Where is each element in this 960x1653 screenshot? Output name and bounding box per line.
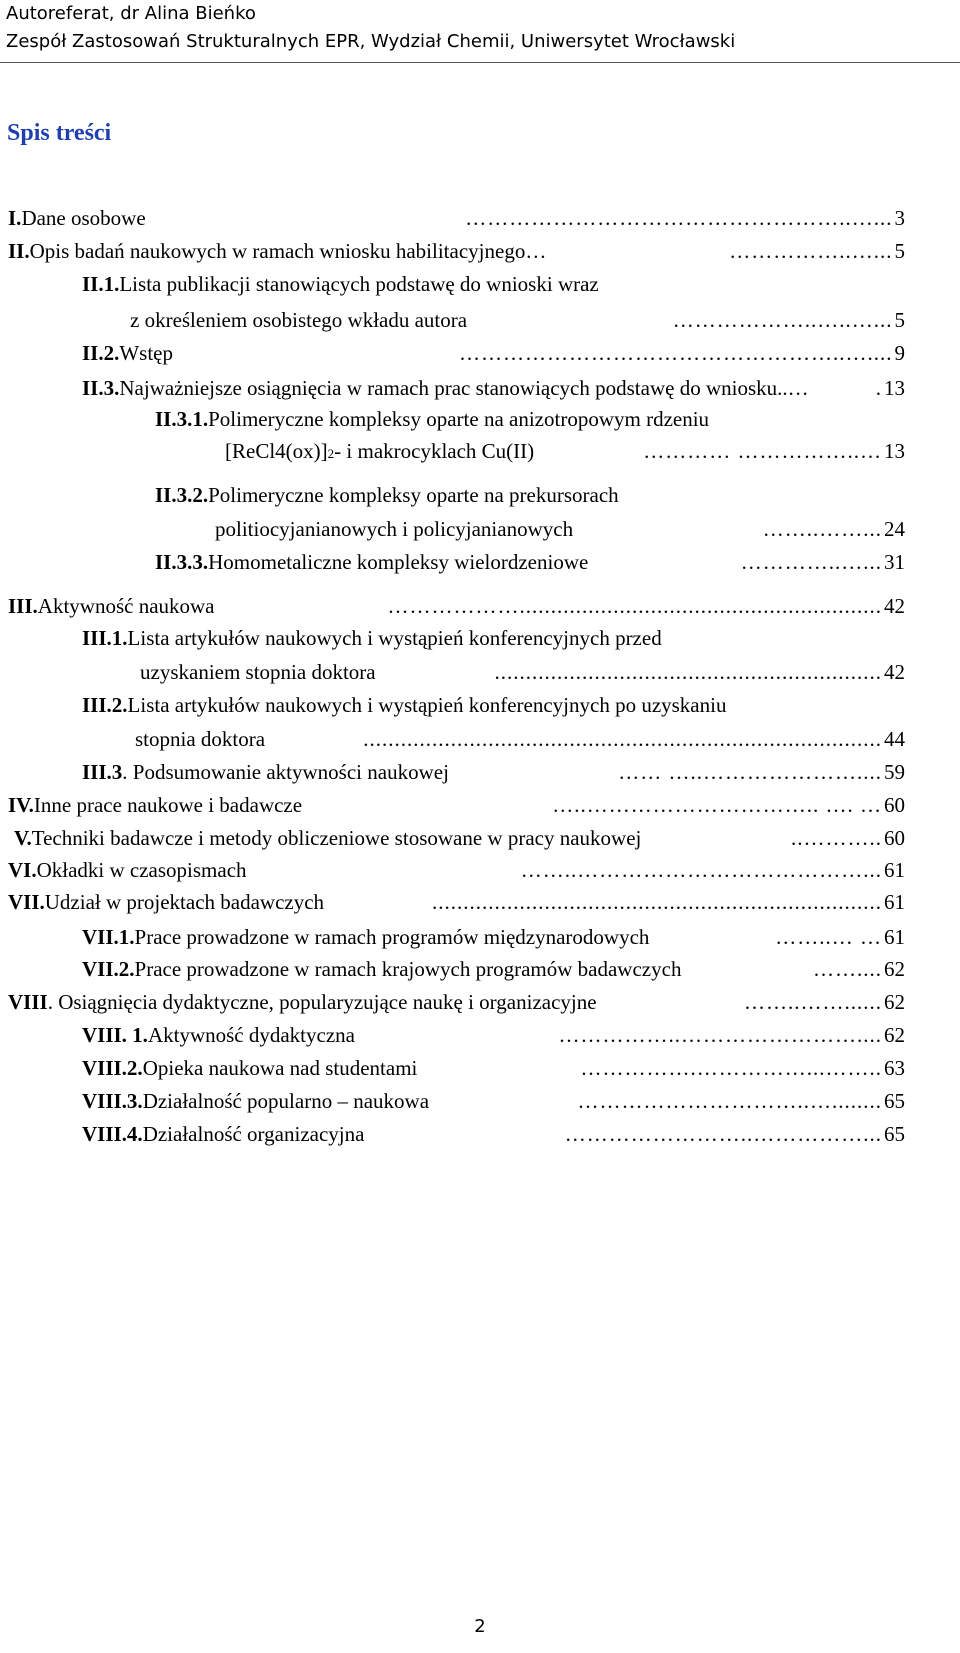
- toc-entry[interactable]: [82, 269, 599, 299]
- toc-entry-leader: ………… ……………..…: [643, 439, 882, 463]
- toc-entry-leader: ...................................................................................: [363, 727, 882, 751]
- toc-entry-title: Dane osobowe: [21, 206, 146, 230]
- toc-entry-title: Działalność organizacyjna: [142, 1122, 365, 1146]
- toc-entry-page: 62: [884, 957, 905, 981]
- running-header: [6, 0, 735, 56]
- toc-entry-leader: ……………………..……………...: [564, 1122, 882, 1146]
- toc-entry-title: stopnia doktora: [135, 727, 266, 751]
- toc-entry-title: . Podsumowanie aktywności naukowej: [122, 760, 449, 784]
- toc-entry[interactable]: [82, 922, 905, 952]
- toc-entry-title: Polimeryczne kompleksy oparte na anizotropowym rdzeniu: [208, 407, 710, 431]
- header-author: Autoreferat, dr Alina Bieńko: [6, 3, 256, 24]
- toc-entry-title: Udział w projektach badawczych: [44, 890, 325, 914]
- toc-entry[interactable]: [82, 1053, 905, 1083]
- toc-entry-leader: ……..…………………………………...: [520, 858, 882, 882]
- toc-entry[interactable]: [215, 514, 905, 544]
- toc-entry-leader: ……………..…...: [729, 239, 893, 263]
- toc-entry-number: IV.: [8, 793, 34, 817]
- toc-entry[interactable]: [82, 623, 662, 653]
- toc-entry-number: VI.: [8, 858, 37, 882]
- toc-entry-leader: ………………..…..…...: [672, 308, 893, 332]
- toc-entry[interactable]: [155, 404, 709, 434]
- toc-entry-page: 61: [884, 925, 905, 949]
- toc-entry-title: . Osiągnięcia dydaktyczne, popularyzujące naukę i organizacyjne: [47, 990, 597, 1014]
- toc-entry-leader: …………..…...: [740, 550, 882, 574]
- toc-entry-leader: …..………………………….. …. …: [552, 793, 882, 817]
- toc-entry-title: uzyskaniem stopnia doktora: [140, 660, 376, 684]
- toc-entry-page: 5: [894, 239, 905, 263]
- toc-entry-number: II.3.3.: [155, 550, 209, 574]
- toc-entry-title: Lista publikacji stanowiących podstawę do wnioski wraz: [119, 272, 599, 296]
- toc-entry-title: Działalność popularno – naukowa: [142, 1089, 430, 1113]
- toc-entry-leader: ……..……......: [744, 990, 882, 1014]
- toc-entry-number: VII.2.: [82, 957, 135, 981]
- page-number: 2: [474, 1616, 486, 1637]
- toc-entry-leader: ……………………………………………..…....: [459, 341, 893, 365]
- toc-entry[interactable]: [130, 305, 905, 335]
- toc-entry-title: Wstęp: [119, 341, 174, 365]
- toc-entry-page: 61: [884, 858, 905, 882]
- toc-entry-title: [ReCl4(ox)]: [225, 439, 328, 463]
- toc-entry[interactable]: [82, 373, 905, 403]
- toc-entry-title: Aktywność dydaktyczna: [147, 1023, 355, 1047]
- toc-entry-leader: ……..… …: [775, 925, 882, 949]
- toc-entry[interactable]: [8, 203, 905, 233]
- toc-entry[interactable]: [82, 338, 905, 368]
- toc-entry-page: 60: [884, 793, 905, 817]
- toc-entry-page: 13: [884, 376, 905, 400]
- toc-entry-number: VIII.2.: [82, 1056, 143, 1080]
- header-affiliation: Zespół Zastosowań Strukturalnych EPR, Wydział Chemii, Uniwersytet Wrocławski: [6, 31, 736, 52]
- toc-entry-page: 61: [884, 890, 905, 914]
- toc-entry-page: 42: [884, 660, 905, 684]
- toc-entry-leader: .: [875, 376, 882, 400]
- toc-entry-number: II.3.1.: [155, 407, 209, 431]
- toc-entry-page: 65: [884, 1089, 905, 1113]
- toc-entry-leader: ………………..........................................................: [387, 594, 882, 618]
- toc-entry-page: 44: [884, 727, 905, 751]
- toc-entry-leader: …………………………..…........: [577, 1089, 882, 1113]
- toc-entry-page: 31: [884, 550, 905, 574]
- toc-entry-number: II.1.: [82, 272, 120, 296]
- toc-entry-title: Lista artykułów naukowych i wystąpień konferencyjnych po uzyskaniu: [127, 693, 727, 717]
- toc-entry[interactable]: [8, 236, 905, 266]
- toc-entry[interactable]: [140, 657, 905, 687]
- toc-entry-title: Opis badań naukowych w ramach wniosku habilitacyjnego…: [29, 239, 547, 263]
- toc-entry[interactable]: [82, 1119, 905, 1149]
- toc-entry-number: I.: [8, 206, 22, 230]
- toc-entry-title: Homometaliczne kompleksy wielordzeniowe: [208, 550, 589, 574]
- toc-entry-title: z określeniem osobistego wkładu autora: [130, 308, 468, 332]
- toc-entry-number: II.2.: [82, 341, 120, 365]
- toc-entry-page: 9: [894, 341, 905, 365]
- toc-entry-page: 24: [884, 517, 905, 541]
- toc-entry[interactable]: [155, 547, 905, 577]
- toc-entry-title: Prace prowadzone w ramach programów międzynarodowych: [134, 925, 650, 949]
- toc-entry-title: Lista artykułów naukowych i wystąpień konferencyjnych przed: [127, 626, 662, 650]
- toc-entry[interactable]: [8, 987, 905, 1017]
- toc-entry-number: III.3: [82, 760, 123, 784]
- toc-entry-page: 59: [884, 760, 905, 784]
- header-divider: [0, 62, 960, 63]
- toc-entry-title: Techniki badawcze i metody obliczeniowe stosowane w pracy naukowej: [31, 826, 642, 850]
- toc-entry-title: Polimeryczne kompleksy oparte na prekursorach: [208, 483, 619, 507]
- toc-entry[interactable]: [82, 757, 905, 787]
- toc-entry-title: Inne prace naukowe i badawcze: [33, 793, 303, 817]
- toc-entry[interactable]: [82, 954, 905, 984]
- toc-entry-leader: ..………..: [791, 826, 882, 850]
- toc-entry-leader: ……………………………………………..…...: [465, 206, 893, 230]
- toc-entry-page: 5: [894, 308, 905, 332]
- toc-entry[interactable]: [8, 591, 905, 621]
- toc-entry-leader: …………….……………...……..: [580, 1056, 882, 1080]
- toc-entry-leader: ……..……...: [762, 517, 882, 541]
- toc-entry-leader: …… …..…………………....: [618, 760, 882, 784]
- toc-entry-title: Aktywność naukowa: [37, 594, 215, 618]
- toc-entry-number: II.3.: [82, 376, 120, 400]
- toc-entry-page: 65: [884, 1122, 905, 1146]
- toc-entry-title: Prace prowadzone w ramach krajowych programów badawczych: [134, 957, 682, 981]
- toc-entry-number: VIII: [8, 990, 48, 1014]
- toc-entry-leader: ........................................................................: [432, 890, 882, 914]
- toc-entry-number: VII.: [8, 890, 45, 914]
- toc-entry-number: III.: [8, 594, 38, 618]
- toc-entry-page: 63: [884, 1056, 905, 1080]
- toc-entry-page: 13: [884, 439, 905, 463]
- toc-entry[interactable]: [ReCl4(ox)] 2 - i makrocyklach Cu(II) ………… ……………..… 13: [225, 436, 905, 466]
- toc-entry-number: VIII. 1.: [82, 1023, 148, 1047]
- toc-entry-leader: ..............................................................: [494, 660, 882, 684]
- toc-entry-number: II.3.2.: [155, 483, 209, 507]
- toc-entry[interactable]: [8, 790, 905, 820]
- toc-entry-title-continued: - i makrocyklach Cu(II): [334, 439, 535, 463]
- toc-entry[interactable]: [155, 480, 619, 510]
- toc-entry-number: VIII.4.: [82, 1122, 143, 1146]
- toc-entry-number: III.2.: [82, 693, 128, 717]
- toc-entry[interactable]: [135, 724, 905, 754]
- toc-entry-page: 60: [884, 826, 905, 850]
- toc-entry-number: V.: [14, 826, 32, 850]
- toc-entry[interactable]: [8, 855, 905, 885]
- toc-entry[interactable]: [82, 690, 726, 720]
- toc-entry[interactable]: [82, 1086, 905, 1116]
- toc-entry-number: II.: [8, 239, 30, 263]
- toc-entry-number: III.1.: [82, 626, 128, 650]
- toc-entry[interactable]: [82, 1020, 905, 1050]
- toc-entry-number: VII.1.: [82, 925, 135, 949]
- toc-entry[interactable]: [8, 887, 905, 917]
- toc-entry-page: 3: [894, 206, 905, 230]
- toc-entry-leader: ……....: [813, 957, 882, 981]
- page-title: Spis treści: [7, 120, 112, 146]
- toc-entry-title: Okładki w czasopismach: [36, 858, 247, 882]
- toc-entry-title: Opieka naukowa nad studentami: [142, 1056, 418, 1080]
- toc-entry-page: 42: [884, 594, 905, 618]
- toc-entry-number: VIII.3.: [82, 1089, 143, 1113]
- toc-entry-page: 62: [884, 990, 905, 1014]
- toc-entry-page: 62: [884, 1023, 905, 1047]
- toc-entry[interactable]: [14, 823, 905, 853]
- toc-entry-leader: ……………..……………………....: [558, 1023, 882, 1047]
- toc-entry-title: Najważniejsze osiągnięcia w ramach prac stanowiących podstawę do wniosku..…: [119, 376, 809, 400]
- toc-entry-title: politiocyjanianowych i policyjanianowych: [215, 517, 574, 541]
